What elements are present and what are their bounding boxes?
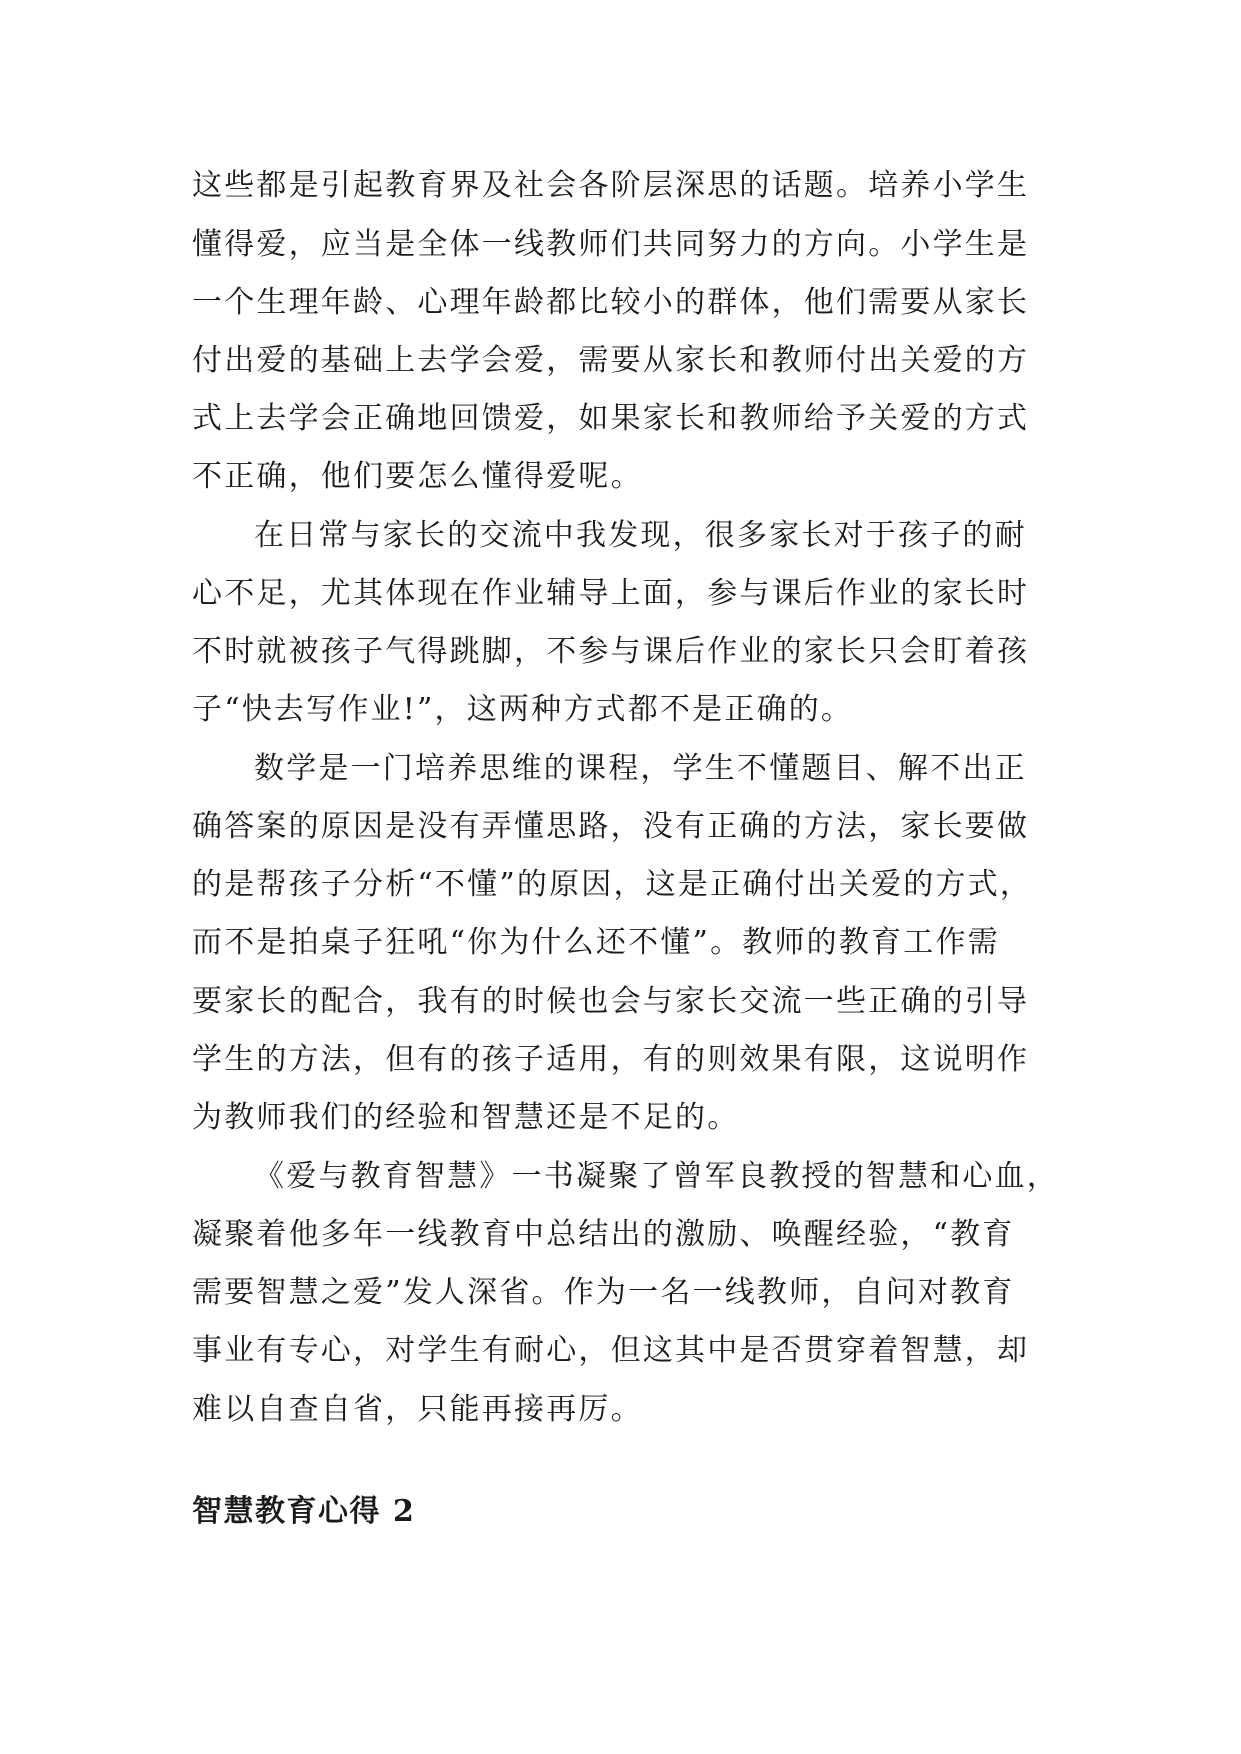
paragraph-1-line-1: 这些都是引起教育界及社会各阶层深思的话题。培养小学生: [192, 168, 1030, 203]
paragraph-2-line-4: 子“快去写作业!”，这两种方式都不是正确的。: [192, 692, 854, 727]
paragraph-1-line-6: 不正确，他们要怎么懂得爱呢。: [192, 459, 643, 494]
paragraph-3-line-1: 数学是一门培养思维的课程，学生不懂题目、解不出正: [254, 751, 1027, 786]
paragraph-2-line-1: 在日常与家长的交流中我发现，很多家长对于孩子的耐: [254, 518, 1027, 553]
paragraph-4-line-5: 难以自查自省，只能再接再厉。: [192, 1392, 643, 1427]
paragraph-4-line-2: 凝聚着他多年一线教育中总结出的激励、唤醒经验，“教育: [192, 1217, 1015, 1252]
paragraph-1-line-2: 懂得爱，应当是全体一线教师们共同努力的方向。小学生是: [192, 227, 1030, 262]
paragraph-3-line-4: 而不是拍桌子狂吼“你为什么还不懂”。教师的教育工作需: [192, 925, 1000, 960]
paragraph-1-line-3: 一个生理年龄、心理年龄都比较小的群体，他们需要从家长: [192, 285, 1030, 320]
paragraph-1-line-5: 式上去学会正确地回馈爱，如果家长和教师给予关爱的方式: [192, 401, 1030, 436]
paragraph-4-line-3: 需要智慧之爱”发人深省。作为一名一线教师，自问对教育: [192, 1275, 1015, 1310]
paragraph-2-line-3: 不时就被孩子气得跳脚，不参与课后作业的家长只会盯着孩: [192, 634, 1030, 669]
paragraph-2-line-2: 心不足，尤其体现在作业辅导上面，参与课后作业的家长时: [192, 576, 1030, 611]
paragraph-4-line-1: 《爱与教育智慧》一书凝聚了曾军良教授的智慧和心血，: [254, 1159, 1059, 1194]
paragraph-3-line-6: 学生的方法，但有的孩子适用，有的则效果有限，这说明作: [192, 1042, 1030, 1077]
paragraph-3-line-5: 要家长的配合，我有的时候也会与家长交流一些正确的引导: [192, 984, 1030, 1019]
paragraph-1-line-4: 付出爱的基础上去学会爱，需要从家长和教师付出关爱的方: [192, 343, 1030, 378]
paragraph-3-line-3: 的是帮孩子分析“不懂”的原因，这是正确付出关爱的方式，: [192, 867, 1033, 902]
paragraph-3-line-2: 确答案的原因是没有弄懂思路，没有正确的方法，家长要做: [192, 809, 1030, 844]
paragraph-3-line-7: 为教师我们的经验和智慧还是不足的。: [192, 1100, 740, 1135]
paragraph-4-line-4: 事业有专心，对学生有耐心，但这其中是否贯穿着智慧，却: [192, 1333, 1030, 1368]
section-heading: 智慧教育心得 2: [192, 1494, 416, 1529]
